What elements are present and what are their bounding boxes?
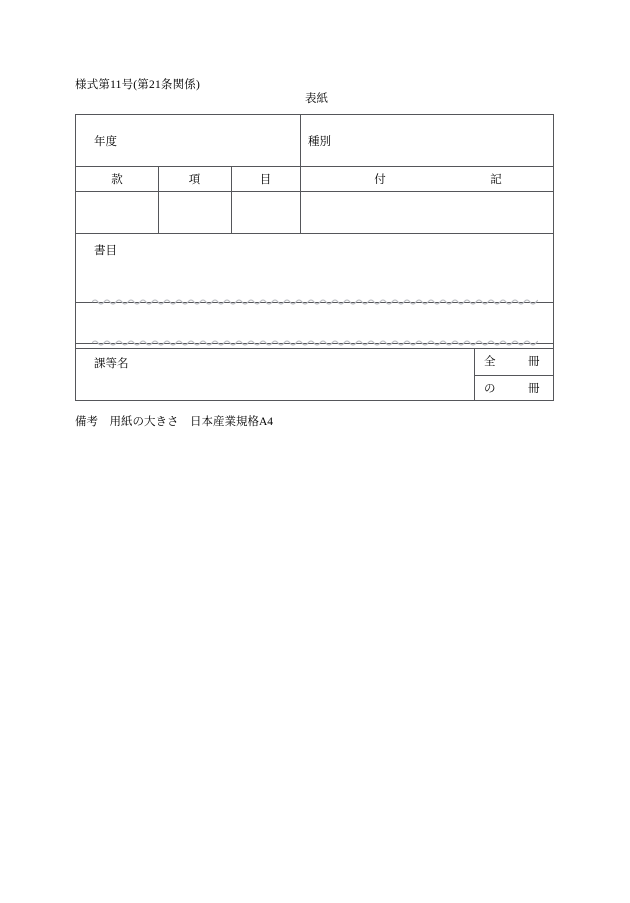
divider-header-bottom xyxy=(76,191,553,192)
divider-section-top xyxy=(76,348,553,349)
total-row-1-suffix: 冊 xyxy=(528,356,540,368)
type-label: 種別 xyxy=(308,136,331,148)
column-header-moku: 目 xyxy=(259,174,272,186)
form-number: 様式第11号(第21条関係) xyxy=(75,79,201,91)
book-title-label: 書目 xyxy=(94,245,117,257)
divider-row1-vertical xyxy=(300,115,301,166)
wavy-divider-top xyxy=(92,298,538,306)
total-row-1-prefix: 全 xyxy=(484,356,496,368)
remarks-note: 備考 用紙の大きさ 日本産業規格A4 xyxy=(75,416,274,428)
section-name-label: 課等名 xyxy=(94,358,129,370)
page-title: 表紙 xyxy=(305,93,328,105)
divider-col-moku xyxy=(300,166,301,233)
column-header-kan: 款 xyxy=(111,174,123,186)
divider-entry-bottom xyxy=(76,233,553,234)
year-label: 年度 xyxy=(94,136,117,148)
total-row-2-prefix: の xyxy=(484,383,496,395)
divider-row1-bottom xyxy=(76,166,553,167)
wavy-divider-bottom xyxy=(92,339,538,347)
divider-total-middle xyxy=(474,375,553,376)
column-header-kou: 項 xyxy=(188,174,201,186)
divider-total-vertical xyxy=(474,348,475,401)
column-header-fu: 付 xyxy=(374,174,386,186)
column-header-ki: 記 xyxy=(490,174,502,186)
cover-sheet-table xyxy=(75,114,554,401)
total-row-2-suffix: 冊 xyxy=(528,383,540,395)
